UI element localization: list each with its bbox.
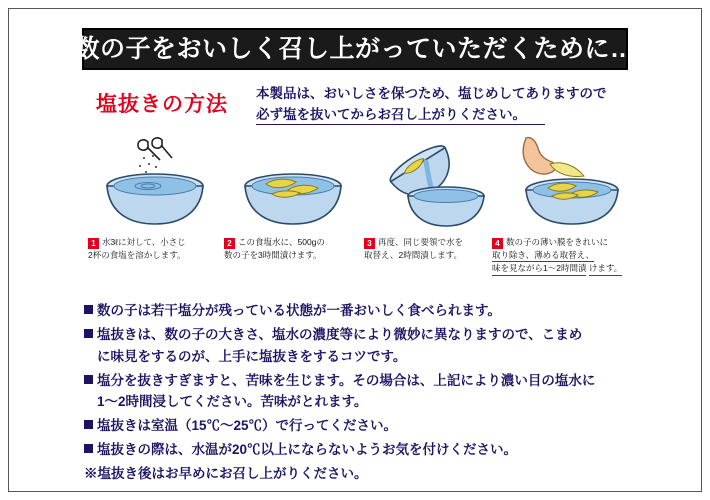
step-3 [368,134,502,234]
lead-underline [256,124,545,125]
step-3-number: 3 [364,238,375,249]
note-item [84,370,644,414]
note-3-line-1: 塩分を抜きすぎますと、苦味を生じます。その場合は、上記により濃い目の塩水に [97,372,596,388]
step-3-caption [364,236,494,261]
square-bullet-icon [84,420,93,429]
note-1-line-1: 数の子は若干塩分が残っている状態が一番おいしく食べられます。 [97,303,501,318]
note-item [84,415,644,437]
page-title: 数の子をおいしく召し上がっていただくために… [74,34,636,63]
pouring-water-from-bowl-icon [368,134,502,230]
note-item [84,324,644,368]
step-4 [500,134,634,234]
square-bullet-icon [84,329,93,338]
step-4-caption-line-4: けます。 [589,262,622,275]
step-3-caption-line-1: 再度、同じ要領で水を [378,237,464,247]
note-2-line-2: に味見をするのが、上手に塩抜きをするコツです。 [97,348,407,364]
step-2-number: 2 [224,238,235,249]
note-2-line-1: 塩抜きは、数の子の大きさ、塩水の濃度等により微妙に異なりますので、こまめ [97,326,583,342]
step-4-number: 4 [492,238,503,249]
bowl-with-herring-roe-soaking-icon [230,134,364,230]
step-1-caption-line-2: 2杯の食塩を溶かします。 [88,250,186,260]
square-bullet-icon [84,375,93,384]
note-item [84,463,644,485]
hand-peeling-membrane-over-bowl-icon [500,134,634,230]
square-bullet-icon [84,444,93,453]
step-1-caption [88,236,218,261]
step-2-caption-line-1: この食塩水に、500gの [238,237,325,247]
step-captions [80,236,650,292]
step-4-caption-line-1: 数の子の薄い膜をきれいに [506,237,609,247]
note-5-line-1: 塩抜きの際は、水温が20℃以上にならないようお気を付けください。 [97,442,518,458]
note-item [84,439,644,461]
step-3-caption-line-2: 取替え、2時間漬します。 [364,250,463,260]
lead-line-2: 必ず塩を抜いてからお召し上がりください。 [256,106,526,122]
step-4-caption-line-3: 味を見ながら1〜2時間漬 [492,262,586,275]
step-2 [230,134,364,234]
step-2-caption [224,236,354,261]
lead-line-1: 本製品は、おいしさを保つため、塩じめしてありますので [256,86,607,101]
step-1-caption-line-1: 水3ℓに対して、小さじ [102,237,186,247]
step-1 [92,134,226,234]
step-4-caption-line-2: 取り除き、薄める取替え、 [492,249,594,262]
note-item [84,300,644,322]
note-4-line-1: 塩抜きは室温（15℃〜25℃）で行ってください。 [97,418,398,434]
section-heading-desalting-method: 塩抜きの方法 [96,93,228,116]
square-bullet-icon [84,305,93,314]
step-4-caption [492,236,628,276]
bowl-with-spoons-adding-salt-icon [92,134,226,230]
note-6-line-1: ※塩抜き後はお早めにお召し上がりください。 [84,466,368,482]
note-3-line-2: 1〜2時間浸してください。苦味がとれます。 [97,394,368,410]
title-banner [74,28,636,70]
lead-paragraph [256,84,607,126]
step-1-number: 1 [88,238,99,249]
step-2-caption-line-2: 数の子を3時間漬けます。 [224,250,322,260]
notes-list [84,300,644,487]
